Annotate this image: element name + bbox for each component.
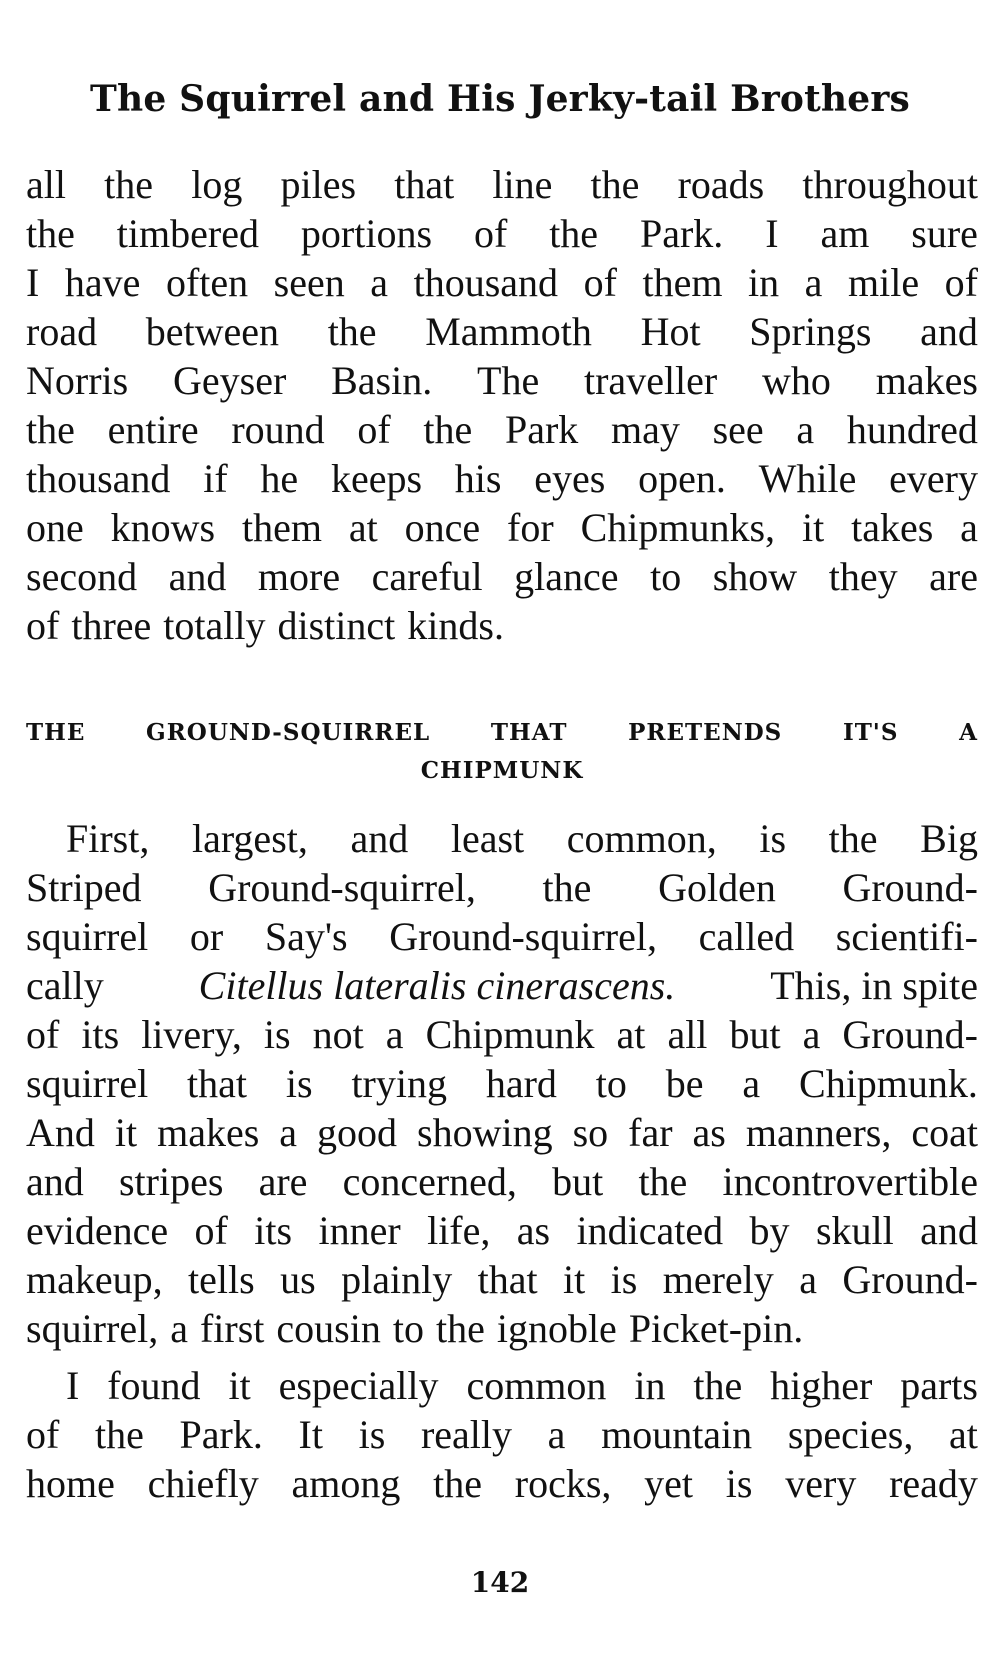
word: Striped	[26, 865, 142, 910]
text-line	[26, 307, 978, 356]
word: a	[804, 260, 823, 305]
word: common	[466, 1363, 607, 1408]
word: first	[199, 1306, 265, 1351]
word: especially	[278, 1363, 439, 1408]
word: Big	[920, 816, 978, 861]
word: he	[260, 456, 299, 501]
word: mile	[847, 260, 920, 305]
word: careful	[371, 554, 483, 599]
word: it	[114, 1110, 138, 1155]
word: the	[828, 816, 878, 861]
section-heading-line	[26, 714, 978, 752]
word: makes	[157, 1110, 260, 1155]
word: to	[650, 554, 682, 599]
word: but	[552, 1159, 604, 1204]
text-line	[26, 160, 978, 209]
word: log	[191, 162, 243, 207]
word: GROUND-SQUIRREL	[146, 719, 431, 746]
word: may	[611, 407, 680, 452]
word: of	[26, 1412, 60, 1457]
word: them	[642, 260, 723, 305]
word: the	[423, 407, 473, 452]
word: Ground-	[842, 1257, 978, 1302]
word: or	[189, 914, 224, 959]
word: cousin	[276, 1306, 381, 1351]
word: ignoble	[496, 1306, 617, 1351]
word: of	[583, 260, 617, 305]
paragraph-2	[26, 814, 978, 1353]
word: coat	[911, 1110, 978, 1155]
word: Ground-squirrel,	[389, 914, 657, 959]
word: often	[165, 260, 249, 305]
word: it	[562, 1257, 586, 1302]
word: evidence	[26, 1208, 169, 1253]
word: of	[944, 260, 978, 305]
word: roads	[677, 162, 765, 207]
word: is	[759, 816, 787, 861]
text-line	[26, 1459, 978, 1508]
word: Chipmunks,	[580, 505, 776, 550]
word: makes	[875, 358, 978, 403]
text-line	[26, 405, 978, 454]
word: a	[802, 1012, 821, 1057]
word: largest,	[191, 816, 308, 861]
word: trying	[351, 1061, 447, 1106]
text-line	[26, 356, 978, 405]
word: species,	[787, 1412, 914, 1457]
word: PRETENDS	[628, 719, 783, 746]
word: It	[298, 1412, 323, 1457]
word: I	[765, 211, 779, 256]
word: indicated	[576, 1208, 724, 1253]
word: Golden	[658, 865, 776, 910]
paragraph-3	[26, 1361, 978, 1508]
word: mountain	[601, 1412, 753, 1457]
text-line	[26, 912, 978, 961]
word: life,	[427, 1208, 491, 1253]
word: sure	[911, 211, 978, 256]
word: them	[242, 505, 322, 550]
word: second	[26, 554, 138, 599]
word: the	[638, 1159, 688, 1204]
word: The	[477, 358, 540, 403]
word: rocks,	[514, 1461, 612, 1506]
word: Hot	[640, 309, 701, 354]
word: traveller	[584, 358, 718, 403]
text-line	[26, 1255, 978, 1304]
running-head: The Squirrel and His Jerky-tail Brothers	[89, 78, 911, 120]
word: a	[799, 1257, 817, 1302]
word: good	[317, 1110, 398, 1155]
word: is	[263, 1012, 291, 1057]
word: the	[104, 162, 154, 207]
word: plainly	[341, 1257, 453, 1302]
word: While	[758, 456, 857, 501]
word: squirrel,	[26, 1306, 159, 1351]
paragraph-1	[26, 160, 978, 650]
word: portions	[300, 211, 433, 256]
scientific-name: Citellus lateralis cinerascens.	[198, 963, 676, 1008]
text-line	[66, 814, 978, 863]
word: in	[634, 1363, 666, 1408]
word: the	[693, 1363, 743, 1408]
word: Ground-	[842, 865, 978, 910]
word: Geyser	[173, 358, 287, 403]
word: more	[257, 554, 341, 599]
text-line	[26, 1304, 978, 1353]
word: kinds.	[407, 603, 504, 648]
text-line	[26, 1108, 978, 1157]
word: every	[889, 456, 978, 501]
word: tells	[188, 1257, 255, 1302]
word: his	[454, 456, 502, 501]
word: but	[729, 1012, 781, 1057]
word: so	[572, 1110, 609, 1155]
word: a	[279, 1110, 298, 1155]
word: the	[435, 1306, 485, 1351]
word: see	[712, 407, 764, 452]
word: show	[712, 554, 798, 599]
word: totally	[163, 603, 266, 648]
word: found	[107, 1363, 201, 1408]
word: eyes	[534, 456, 606, 501]
word: the	[26, 407, 75, 452]
word: at	[348, 505, 378, 550]
text-line	[26, 209, 978, 258]
word: am	[820, 211, 870, 256]
word: among	[291, 1461, 401, 1506]
word: of	[194, 1208, 228, 1253]
word: a	[796, 407, 815, 452]
word: scientifi-	[835, 914, 978, 959]
word: that	[477, 1257, 538, 1302]
word: the	[94, 1412, 144, 1457]
word: Chipmunk	[425, 1012, 595, 1057]
word: is	[358, 1412, 386, 1457]
word: least	[450, 816, 525, 861]
word: it	[801, 505, 825, 550]
word: concerned,	[342, 1159, 517, 1204]
word: really	[420, 1412, 512, 1457]
word: Ground-squirrel,	[208, 865, 476, 910]
word: round	[231, 407, 325, 452]
word: a	[960, 505, 978, 550]
word: between	[145, 309, 280, 354]
word: ready	[889, 1461, 978, 1506]
word: IT'S	[842, 719, 899, 746]
text-span: cally	[26, 963, 104, 1008]
word: seen	[273, 260, 345, 305]
word: inner	[318, 1208, 401, 1253]
word: squirrel	[26, 914, 149, 959]
word: Say's	[264, 914, 348, 959]
word: a	[547, 1412, 566, 1457]
word: Chipmunk.	[799, 1061, 978, 1106]
word: manners,	[745, 1110, 892, 1155]
text-line	[26, 863, 978, 912]
word: yet	[644, 1461, 694, 1506]
text-line	[26, 454, 978, 503]
word: by	[749, 1208, 790, 1253]
section-heading	[26, 714, 978, 790]
word: of	[26, 603, 60, 648]
word: distinct	[277, 603, 396, 648]
word: is	[610, 1257, 638, 1302]
word: merely	[662, 1257, 774, 1302]
word: all	[26, 162, 66, 207]
page-number: 142	[470, 1566, 530, 1599]
word: that	[394, 162, 455, 207]
word: of	[473, 211, 508, 256]
word: And	[26, 1110, 95, 1155]
word: higher	[770, 1363, 873, 1408]
section-heading-line: CHIPMUNK	[420, 757, 584, 784]
word: and	[168, 554, 227, 599]
word: the	[433, 1461, 482, 1506]
word: at	[616, 1012, 646, 1057]
word: home	[26, 1461, 115, 1506]
word: if	[203, 456, 228, 501]
text-line	[26, 1059, 978, 1108]
text-line	[26, 1010, 978, 1059]
text-line	[26, 258, 978, 307]
word: a	[170, 1306, 188, 1351]
text-line	[66, 1361, 978, 1410]
word: Mammoth	[425, 309, 592, 354]
word: Park	[504, 407, 579, 452]
word: thousand	[413, 260, 559, 305]
word: THAT	[490, 719, 568, 746]
word: to	[392, 1306, 424, 1351]
word: timbered	[116, 211, 259, 256]
word: line	[492, 162, 553, 207]
word: who	[762, 358, 831, 403]
word: I	[26, 260, 40, 305]
word: throughout	[802, 162, 978, 207]
word: Picket-pin.	[628, 1306, 804, 1351]
word: Park.	[639, 211, 724, 256]
word: as	[692, 1110, 726, 1155]
word: of	[357, 407, 391, 452]
word: Norris	[26, 358, 129, 403]
word: is	[285, 1061, 313, 1106]
text-span: This, in spite	[770, 963, 978, 1008]
word: thousand	[26, 456, 171, 501]
word: Springs	[749, 309, 872, 354]
word: not	[312, 1012, 364, 1057]
text-line	[26, 601, 978, 650]
word: a	[385, 1012, 404, 1057]
text-line	[26, 1157, 978, 1206]
word: its	[254, 1208, 293, 1253]
word: the	[549, 211, 599, 256]
word: as	[516, 1208, 551, 1253]
word: open.	[638, 456, 726, 501]
word: three	[71, 603, 152, 648]
word: very	[785, 1461, 857, 1506]
word: showing	[417, 1110, 553, 1155]
word: knows	[110, 505, 216, 550]
word: they	[828, 554, 898, 599]
word: a	[742, 1061, 761, 1106]
word: entire	[107, 407, 199, 452]
word: the	[590, 162, 640, 207]
word: keeps	[330, 456, 423, 501]
word: hard	[485, 1061, 557, 1106]
word: Ground-	[842, 1012, 978, 1057]
word: Basin.	[331, 358, 433, 403]
word: far	[628, 1110, 673, 1155]
word: parts	[900, 1363, 978, 1408]
word: called	[698, 914, 795, 959]
word: piles	[280, 162, 357, 207]
word: glance	[514, 554, 619, 599]
word: A	[959, 719, 978, 746]
word: is	[725, 1461, 753, 1506]
word: one	[26, 505, 84, 550]
word: for	[507, 505, 554, 550]
word: the	[26, 211, 75, 256]
word: are	[258, 1159, 308, 1204]
word: I	[66, 1363, 80, 1408]
word: the	[327, 309, 377, 354]
word: the	[542, 865, 592, 910]
word: it	[228, 1363, 251, 1408]
word: us	[280, 1257, 316, 1302]
word: skull	[815, 1208, 894, 1253]
word: chiefly	[147, 1461, 259, 1506]
word: are	[929, 554, 978, 599]
word: stripes	[118, 1159, 224, 1204]
word: once	[404, 505, 481, 550]
word: a	[370, 260, 389, 305]
word: hundred	[846, 407, 978, 452]
text-line	[26, 1206, 978, 1255]
word: and	[350, 816, 409, 861]
word: and	[26, 1159, 84, 1204]
word: its	[81, 1012, 120, 1057]
word: and	[920, 309, 978, 354]
word: of	[26, 1012, 60, 1057]
word: livery,	[141, 1012, 242, 1057]
word: incontrovertible	[722, 1159, 978, 1204]
word: in	[748, 260, 780, 305]
word: have	[64, 260, 141, 305]
text-line	[26, 503, 978, 552]
word: to	[595, 1061, 627, 1106]
word: at	[949, 1412, 978, 1457]
word: Park.	[179, 1412, 263, 1457]
word: road	[26, 309, 98, 354]
word: takes	[851, 505, 934, 550]
word: THE	[26, 719, 86, 746]
text-line	[26, 961, 978, 1010]
word: common,	[566, 816, 717, 861]
word: and	[920, 1208, 978, 1253]
word: squirrel	[26, 1061, 149, 1106]
word: First,	[66, 816, 150, 861]
word: that	[187, 1061, 248, 1106]
word: be	[665, 1061, 704, 1106]
text-line	[26, 1410, 978, 1459]
text-line	[26, 552, 978, 601]
word: makeup,	[26, 1257, 163, 1302]
word: all	[667, 1012, 708, 1057]
